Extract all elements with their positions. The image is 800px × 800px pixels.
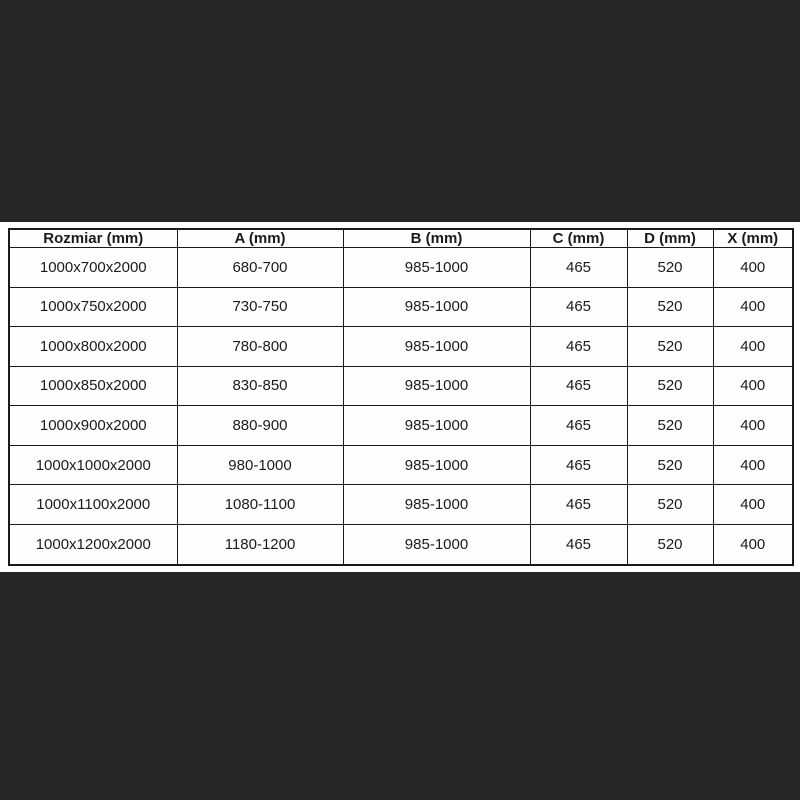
table-cell: 465 bbox=[530, 485, 627, 525]
table-cell: 465 bbox=[530, 406, 627, 446]
table-cell: 465 bbox=[530, 445, 627, 485]
table-row bbox=[9, 485, 793, 525]
table-cell: 1000x700x2000 bbox=[9, 248, 177, 288]
table-cell: 1000x1200x2000 bbox=[9, 524, 177, 565]
table-cell: 985-1000 bbox=[343, 248, 530, 288]
table-cell: 400 bbox=[713, 327, 793, 367]
table-cell: 1000x900x2000 bbox=[9, 406, 177, 446]
table-cell: 400 bbox=[713, 406, 793, 446]
table-cell: 520 bbox=[627, 287, 713, 327]
header-row bbox=[9, 229, 793, 248]
table-row bbox=[9, 327, 793, 367]
column-header: A (mm) bbox=[177, 229, 343, 248]
table-cell: 465 bbox=[530, 248, 627, 288]
table-cell: 400 bbox=[713, 287, 793, 327]
table-cell: 830-850 bbox=[177, 366, 343, 406]
size-spec-table bbox=[8, 228, 794, 566]
table-cell: 985-1000 bbox=[343, 485, 530, 525]
table-cell: 985-1000 bbox=[343, 445, 530, 485]
table-cell: 1000x750x2000 bbox=[9, 287, 177, 327]
table-cell: 985-1000 bbox=[343, 327, 530, 367]
table-cell: 1180-1200 bbox=[177, 524, 343, 565]
table-cell: 520 bbox=[627, 366, 713, 406]
column-header: Rozmiar (mm) bbox=[9, 229, 177, 248]
table-cell: 400 bbox=[713, 445, 793, 485]
table-cell: 985-1000 bbox=[343, 406, 530, 446]
table-cell: 520 bbox=[627, 327, 713, 367]
table-cell: 520 bbox=[627, 248, 713, 288]
table-cell: 730-750 bbox=[177, 287, 343, 327]
table-cell: 985-1000 bbox=[343, 524, 530, 565]
table-cell: 985-1000 bbox=[343, 287, 530, 327]
table-cell: 880-900 bbox=[177, 406, 343, 446]
spec-table-panel bbox=[0, 222, 800, 572]
table-row bbox=[9, 366, 793, 406]
table-cell: 680-700 bbox=[177, 248, 343, 288]
table-cell: 400 bbox=[713, 524, 793, 565]
column-header: B (mm) bbox=[343, 229, 530, 248]
table-cell: 985-1000 bbox=[343, 366, 530, 406]
table-cell: 1080-1100 bbox=[177, 485, 343, 525]
column-header: D (mm) bbox=[627, 229, 713, 248]
table-body bbox=[9, 248, 793, 566]
table-cell: 1000x1000x2000 bbox=[9, 445, 177, 485]
table-cell: 465 bbox=[530, 287, 627, 327]
table-row bbox=[9, 287, 793, 327]
table-cell: 465 bbox=[530, 366, 627, 406]
table-cell: 980-1000 bbox=[177, 445, 343, 485]
table-cell: 520 bbox=[627, 485, 713, 525]
table-cell: 400 bbox=[713, 366, 793, 406]
column-header: C (mm) bbox=[530, 229, 627, 248]
table-cell: 520 bbox=[627, 445, 713, 485]
table-cell: 520 bbox=[627, 524, 713, 565]
table-row bbox=[9, 406, 793, 446]
table-cell: 520 bbox=[627, 406, 713, 446]
table-cell: 400 bbox=[713, 485, 793, 525]
table-cell: 1000x850x2000 bbox=[9, 366, 177, 406]
table-cell: 780-800 bbox=[177, 327, 343, 367]
table-cell: 1000x1100x2000 bbox=[9, 485, 177, 525]
table-cell: 465 bbox=[530, 327, 627, 367]
table-row bbox=[9, 524, 793, 565]
column-header: X (mm) bbox=[713, 229, 793, 248]
table-row bbox=[9, 248, 793, 288]
table-cell: 1000x800x2000 bbox=[9, 327, 177, 367]
table-row bbox=[9, 445, 793, 485]
table-cell: 400 bbox=[713, 248, 793, 288]
table-cell: 465 bbox=[530, 524, 627, 565]
